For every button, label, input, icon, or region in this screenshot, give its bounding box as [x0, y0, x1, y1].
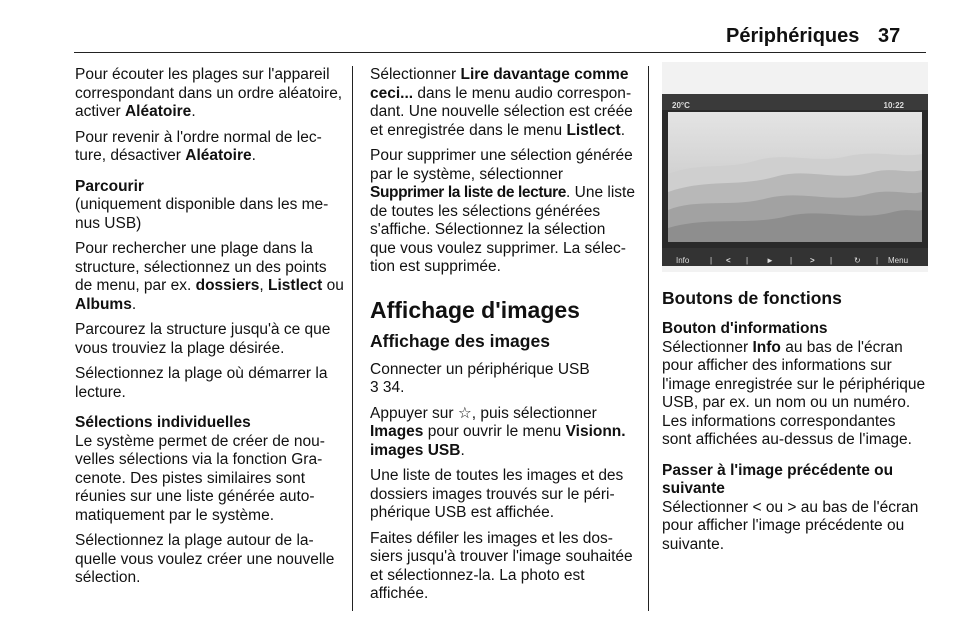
text: Pour supprimer une sélection générée par le système, sélectionner — [370, 147, 633, 183]
section-heading: Affichage des images — [370, 330, 550, 351]
menu-term: Listlect — [566, 121, 621, 139]
text: pour ouvrir le menu — [423, 423, 566, 440]
text: Appuyer sur — [370, 404, 458, 422]
chevron-left-icon: < — [752, 498, 762, 516]
rotate-icon[interactable]: ↻ — [854, 256, 861, 265]
column-divider — [648, 66, 649, 611]
text: ou — [322, 277, 344, 294]
page-reference: 3 34. — [370, 379, 405, 396]
menu-term: Info — [752, 338, 781, 356]
paragraph — [75, 129, 345, 166]
menu-term: dossiers — [195, 277, 260, 294]
text: Sélectionner — [370, 66, 461, 83]
separator: | — [830, 256, 833, 265]
clock-readout: 10:22 — [883, 101, 904, 110]
text: Connecter un périphérique USB — [370, 360, 590, 378]
separator: | — [746, 256, 749, 265]
section-prev-next — [662, 462, 928, 555]
page-title: Périphériques — [726, 25, 860, 47]
text: dans le menu audio correspondant. Une nouvelle sélection est créée et enregistrée dans le menu — [370, 84, 633, 139]
paragraph — [370, 66, 635, 140]
menu-term: Images — [370, 423, 424, 440]
column-3 — [662, 62, 928, 561]
text: Sélectionner — [662, 498, 753, 516]
text: Le système permet de créer de nouvelles sélections via la fonction Gracenote. Des pistes similaires sont réunies sur une liste générée automatiquement par le système. — [75, 432, 325, 524]
chapter-heading: Affichage d'images — [370, 296, 580, 323]
paragraph: Parcourez la structure jusqu'à ce que vous trouviez la plage désirée. — [75, 321, 331, 357]
subsection-heading: Passer à l'image précédente ou suivante — [662, 461, 894, 497]
header-rule — [74, 52, 926, 53]
text: ou — [761, 498, 788, 516]
menu-term: Visionn. images USB — [370, 423, 626, 459]
text: , puis sélectionner — [471, 404, 597, 422]
text: Pour revenir à l'ordre normal de lecture, désactiver — [75, 128, 322, 164]
play-button[interactable]: ► — [766, 256, 774, 265]
text: Sélectionner — [662, 338, 753, 356]
section-info-button — [662, 320, 928, 450]
screen-status-bar — [662, 94, 928, 110]
page-number: 37 — [878, 25, 901, 47]
page-header — [0, 0, 960, 52]
separator: | — [710, 256, 713, 265]
section-heading: Parcourir — [75, 177, 144, 195]
subsection-heading: Bouton d'informations — [662, 320, 828, 337]
text: au bas de l'écran pour afficher des informations sur l'image enregistrée sur le périphérique USB, par ex. un nom ou un numéro. Les informations correspondantes sont affichées au-dessus de l'image. — [662, 338, 926, 448]
separator: | — [790, 256, 793, 265]
paragraph — [75, 240, 345, 314]
info-button[interactable]: Info — [676, 256, 690, 265]
section-selections — [75, 414, 345, 525]
paragraph: Une liste de toutes les images et des dossiers images trouvés sur le périphérique USB est affichée. — [370, 467, 624, 521]
text: . — [620, 121, 626, 139]
text: . — [460, 441, 465, 459]
section-heading: Sélections individuelles — [75, 414, 251, 431]
text: Pour écouter les plages sur l'appareil correspondant dans un ordre aléatoire, activer — [75, 66, 343, 120]
paragraph — [370, 405, 635, 461]
separator: | — [876, 256, 879, 265]
screen-control-bar — [662, 248, 928, 266]
column-divider — [352, 66, 353, 611]
text: . — [251, 147, 256, 164]
menu-term: Albums — [75, 295, 132, 313]
text: (uniquement disponible dans les menus USB) — [75, 196, 329, 232]
column-2 — [370, 66, 635, 611]
text: . — [131, 295, 137, 313]
menu-term: Aléatoire — [185, 147, 252, 164]
paragraph: Faites défiler les images et les dossiers jusqu'à trouver l'image souhaitée et sélectionnez-la. La photo est affichée. — [370, 529, 633, 602]
text: au bas de l'écran pour afficher l'image précédente ou suivante. — [662, 498, 919, 553]
screen-photo — [662, 62, 928, 272]
paragraph: Sélectionnez la plage où démarrer la lecture. — [75, 365, 328, 401]
temperature-readout: 20°C — [672, 101, 690, 110]
menu-button[interactable]: Menu — [888, 256, 909, 265]
text: . Une liste de toutes les sélections générées s'affiche. Sélectionnez la sélection que vous voulez supprimer. La sélection est supprimée. — [370, 184, 635, 275]
text: . — [191, 103, 196, 120]
menu-term: Aléatoire — [124, 103, 192, 120]
text: Pour rechercher une plage dans la structure, sélectionnez un des points de menu, par ex. — [75, 240, 327, 294]
next-button[interactable]: > — [810, 256, 815, 265]
text: , — [259, 277, 269, 294]
chevron-right-icon: > — [787, 498, 797, 516]
section-heading: Boutons de fonctions — [662, 288, 842, 308]
previous-button[interactable]: < — [726, 256, 731, 265]
home-icon: ☆ — [457, 404, 472, 422]
column-1 — [75, 66, 345, 595]
section-browse — [75, 178, 345, 234]
paragraph: Sélectionnez la plage autour de laquelle vous voulez créer une nouvelle sélection. — [75, 532, 335, 586]
menu-term: Lire davantage comme ceci... — [370, 66, 629, 102]
paragraph — [75, 66, 345, 122]
paragraph — [370, 361, 635, 398]
display-screen — [662, 94, 928, 266]
menu-term: Supprimer la liste de lecture — [370, 184, 567, 201]
menu-term: Listlect — [268, 277, 323, 294]
paragraph — [370, 147, 635, 277]
landscape-image — [668, 112, 922, 242]
